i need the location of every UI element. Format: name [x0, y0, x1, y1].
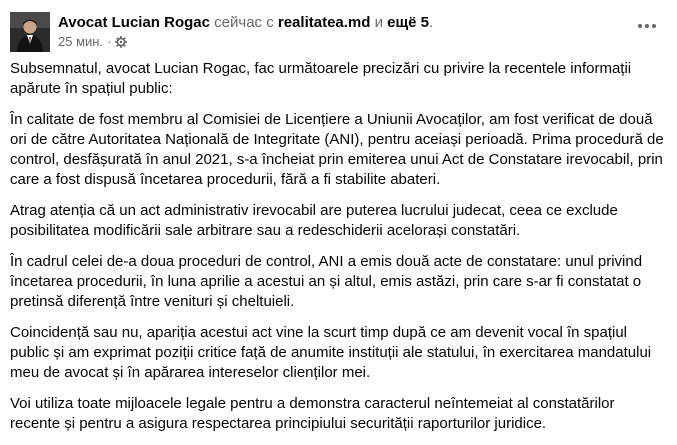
- with-text: сейчас с: [209, 14, 278, 31]
- post-paragraph: În cadrul celei de-a doua proceduri de control, ANI a emis două acte de constatare: unul privind încetarea procedurii, în luna aprilie a acestui an și altul, emis astăzi, prin care s-ar fi constatat o pretinsă diferență între venituri și cheltuieli.: [10, 253, 643, 310]
- header-meta-line: [58, 34, 618, 50]
- header-text: [58, 13, 618, 50]
- avatar-image: [10, 12, 50, 52]
- post-paragraph: În calitate de fost membru al Comisiei de Licențiere a Uniunii Avocaților, am fost verificat de două ori de către Autoritatea Națională de Integritate (ANI), pentru aceiași perioadă. Prima procedură de control, desfășurată în anul 2021, s-a încheiat prin emiterea unui Act de Constatare irevocabil, prin care a fost dispusă încetarea procedurii, fără a fi stabilite abateri.: [10, 111, 664, 188]
- separator-dot: ·: [107, 34, 112, 49]
- author-name-link[interactable]: Avocat Lucian Rogac: [58, 14, 210, 31]
- period-text: .: [429, 14, 434, 31]
- avatar[interactable]: [10, 12, 50, 52]
- more-options-button[interactable]: [633, 12, 661, 40]
- post-paragraph: Atrag atenția că un act administrativ irevocabil are puterea lucrului judecat, ceea ce exclude posibilitatea modificării sale arbitrare sau a redeschiderii acelorași constatări.: [10, 202, 618, 239]
- header-title-line: [58, 13, 618, 32]
- tagged-user-link[interactable]: realitatea.md: [277, 14, 371, 31]
- post-paragraph: Coincidență sau nu, apariția acestui act vine la scurt timp după ce am devenit vocal în spațiul public și am exprimat poziții critice față de anumite instituții ale statului, în exercitarea mandatului meu de avocat și în apărarea intereselor clienților mei.: [10, 324, 652, 381]
- and-text: и: [370, 14, 388, 31]
- post-paragraph: Subsemnatul, avocat Lucian Rogac, fac următoarele precizări cu privire la recentele informații apărute în spațiul public:: [10, 60, 632, 97]
- post-paragraph: Voi utiliza toate mijloacele legale pentru a demonstra caracterul neîntemeiat al constatărilor recente și pentru a asigura respectarea principiului securității raporturilor juridice.: [10, 395, 615, 432]
- post-timestamp-link[interactable]: 25 мин.: [58, 34, 104, 49]
- more-horizontal-icon: [637, 23, 657, 29]
- post-body: [10, 59, 665, 445]
- gear-icon[interactable]: [115, 36, 127, 48]
- others-link[interactable]: ещё 5: [387, 14, 429, 31]
- post-header: [10, 8, 667, 52]
